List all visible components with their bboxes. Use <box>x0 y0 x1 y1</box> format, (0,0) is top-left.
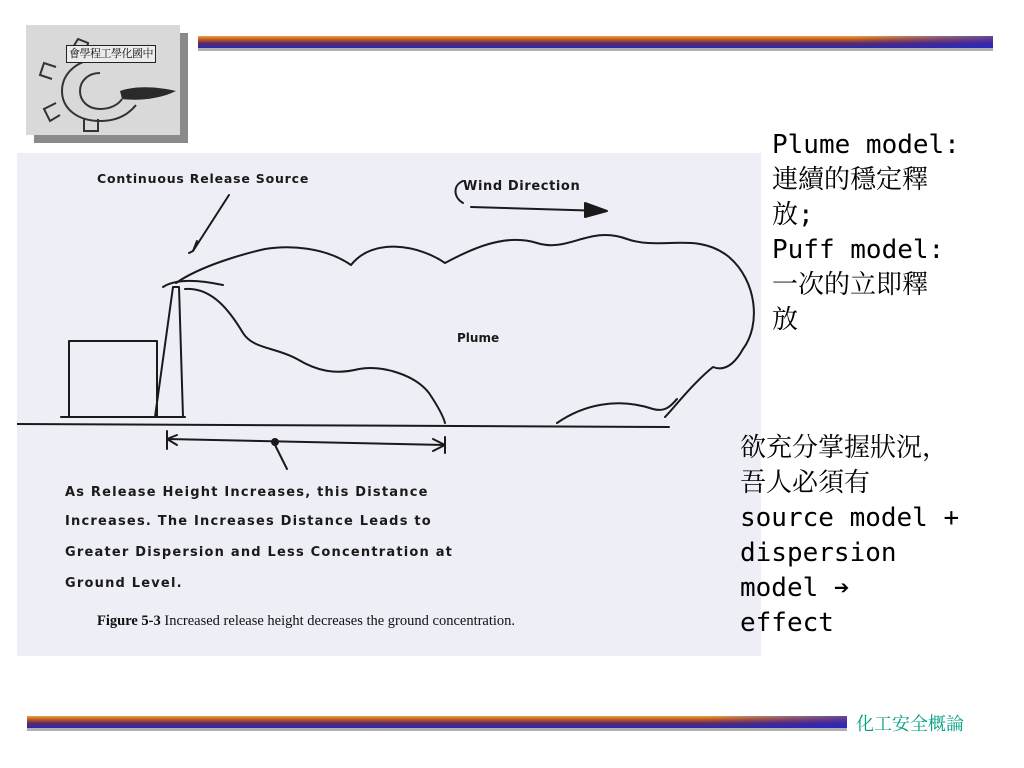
note-line: dispersion <box>740 538 897 568</box>
caption-number: Figure 5-3 <box>97 613 161 629</box>
note-line: source model + <box>740 503 960 533</box>
plume-upper-edge <box>176 235 754 417</box>
course-logo <box>26 25 180 135</box>
logo-label: 會學程工學化國中 <box>66 45 156 63</box>
note-line: 連續的穩定釋 <box>772 165 929 195</box>
distance-arrow <box>167 439 445 445</box>
plume-puff-notes <box>772 128 960 338</box>
source-label: Continuous Release Source <box>97 171 310 186</box>
note-line-3: Greater Dispersion and Less Concentration at <box>65 545 454 560</box>
stack-top <box>163 281 223 287</box>
building <box>69 341 157 417</box>
note-line: model ➔ <box>740 573 850 603</box>
model-requirement-notes <box>740 431 959 641</box>
plume-figure <box>17 153 761 656</box>
smokestack <box>155 287 183 417</box>
note-line-4: Ground Level. <box>65 576 183 591</box>
logo-box <box>26 25 180 135</box>
note-line: 欲充分掌握狀況， <box>740 433 949 463</box>
note-line: effect <box>740 608 834 638</box>
note-line-1: As Release Height Increases, this Distance <box>65 485 429 500</box>
gear-icon <box>26 25 180 135</box>
top-gradient-bar <box>198 36 993 48</box>
note-line: 放; <box>772 200 814 230</box>
plume-touchdown-edge <box>557 399 677 423</box>
note-line: Plume model: <box>772 130 960 160</box>
caption-text: Increased release height decreases the ground concentration. <box>164 613 516 629</box>
figure-caption <box>97 613 515 630</box>
plume-label: Plume <box>457 331 500 345</box>
ground-line <box>17 424 669 427</box>
note-line: 吾人必須有 <box>740 468 871 498</box>
distance-pointer <box>275 445 287 469</box>
plume-lower-edge <box>185 289 445 423</box>
note-line: 一次的立即釋 <box>772 270 929 300</box>
note-line: 放 <box>772 305 799 335</box>
note-line-2: Increases. The Increases Distance Leads to <box>65 514 432 529</box>
course-title: 化工安全概論 <box>856 714 964 735</box>
wind-direction-label: Wind Direction <box>463 179 581 194</box>
note-line: Puff model: <box>772 235 945 265</box>
source-arrow <box>193 195 229 251</box>
bottom-gradient-bar <box>27 716 847 728</box>
